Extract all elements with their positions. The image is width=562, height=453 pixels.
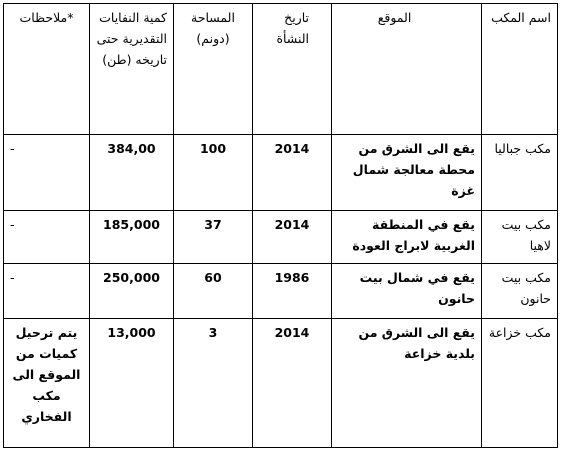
- year-cell: 2014: [253, 135, 332, 211]
- table-row: [4, 135, 558, 211]
- notes-cell: -: [4, 264, 90, 319]
- area-cell: 60: [174, 264, 253, 319]
- notes-cell: -: [4, 135, 90, 211]
- header-notes: *ملاحظات: [4, 4, 90, 135]
- header-quantity: كمية النفايات التقديرية حتى تاريخه (طن): [90, 4, 174, 135]
- notes-cell: -: [4, 211, 90, 264]
- year-cell: 1986: [253, 264, 332, 319]
- quantity-cell: 13,000: [90, 319, 174, 448]
- quantity-cell: 250,000: [90, 264, 174, 319]
- quantity-cell: 185,000: [90, 211, 174, 264]
- year-cell: 2014: [253, 319, 332, 448]
- quantity-cell: 384,00: [90, 135, 174, 211]
- header-location: الموقع: [332, 4, 482, 135]
- site-name-cell: مكب خزاعة: [482, 319, 558, 448]
- location-cell: يقع الى الشرق من بلدية خزاعة: [332, 319, 482, 448]
- table-row: [4, 211, 558, 264]
- notes-cell: يتم ترحيل كميات من الموقع الى مكب الفخاري: [4, 319, 90, 448]
- header-area: المساحة (دونم): [174, 4, 253, 135]
- header-site-name: اسم المكب: [482, 4, 558, 135]
- area-cell: 3: [174, 319, 253, 448]
- location-cell: يقع الى الشرق من محطة معالجة شمال غزة: [332, 135, 482, 211]
- header-year: تاريخ النشأة: [253, 4, 332, 135]
- table-header-row: [4, 4, 558, 135]
- area-cell: 100: [174, 135, 253, 211]
- year-cell: 2014: [253, 211, 332, 264]
- site-name-cell: مكب بيت لاهيا: [482, 211, 558, 264]
- table-row: [4, 264, 558, 319]
- area-cell: 37: [174, 211, 253, 264]
- landfill-sites-table: [3, 3, 558, 448]
- location-cell: يقع في شمال بيت حانون: [332, 264, 482, 319]
- location-cell: يقع في المنطقة الغربية لابراج العودة: [332, 211, 482, 264]
- table-row: [4, 319, 558, 448]
- site-name-cell: مكب جباليا: [482, 135, 558, 211]
- site-name-cell: مكب بيت حانون: [482, 264, 558, 319]
